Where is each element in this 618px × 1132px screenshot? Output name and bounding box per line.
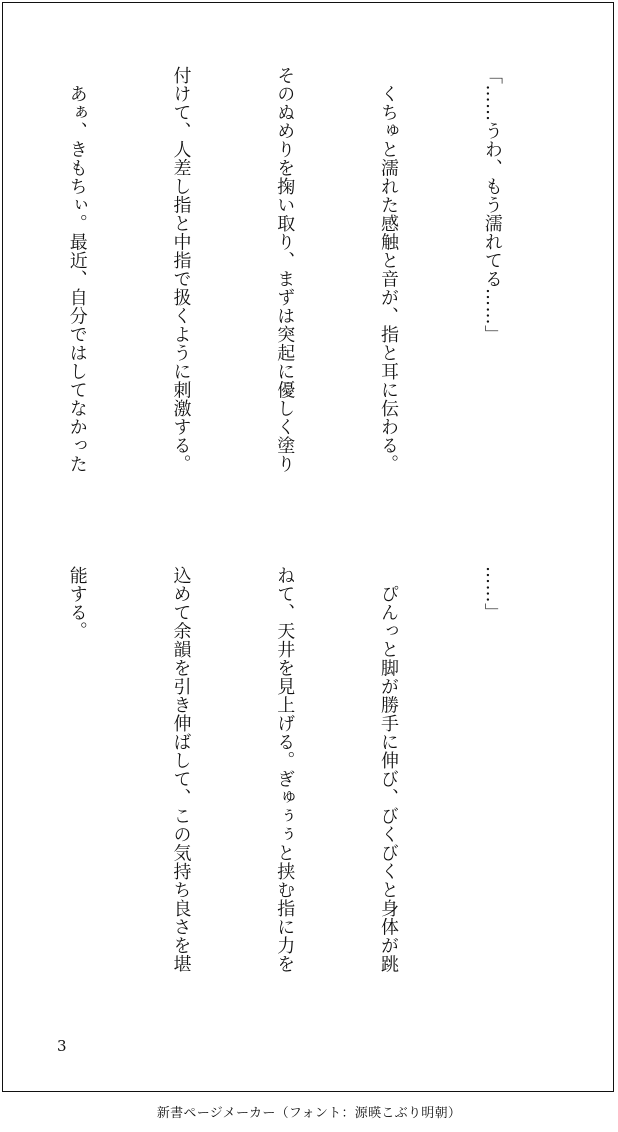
text-line: あぁ、きもちぃ。最近、自分ではしてなかった	[66, 66, 88, 473]
text-line: ねて、天井を見上げる。ぎゅぅぅと挟む指に力を	[274, 566, 296, 973]
page-number: 3	[57, 1037, 67, 1055]
text-line: ……」	[481, 566, 503, 622]
text-line: 能する。	[66, 566, 88, 640]
text-line: 込めて余韻を引き伸ばして、この気持ち良さを堪	[170, 566, 192, 973]
text-line: ぴんっと脚が勝手に伸び、びくびくと身体が跳	[378, 566, 400, 973]
text-block-top	[38, 66, 578, 536]
text-line: 付けて、人差し指と中指で扱くように刺激する。	[170, 66, 192, 473]
footer-credit: 新書ページメーカー（フォント：源暎こぶり明朝）	[156, 1106, 462, 1121]
text-line: くちゅと濡れた感触と音が、指と耳に伝わる。	[378, 66, 400, 473]
text-line: そのぬめりを掬い取り、まずは突起に優しく塗り	[274, 66, 296, 473]
text-block-bottom	[38, 566, 578, 1006]
text-line: 「……うわ、もう濡れてる……」	[481, 66, 503, 344]
